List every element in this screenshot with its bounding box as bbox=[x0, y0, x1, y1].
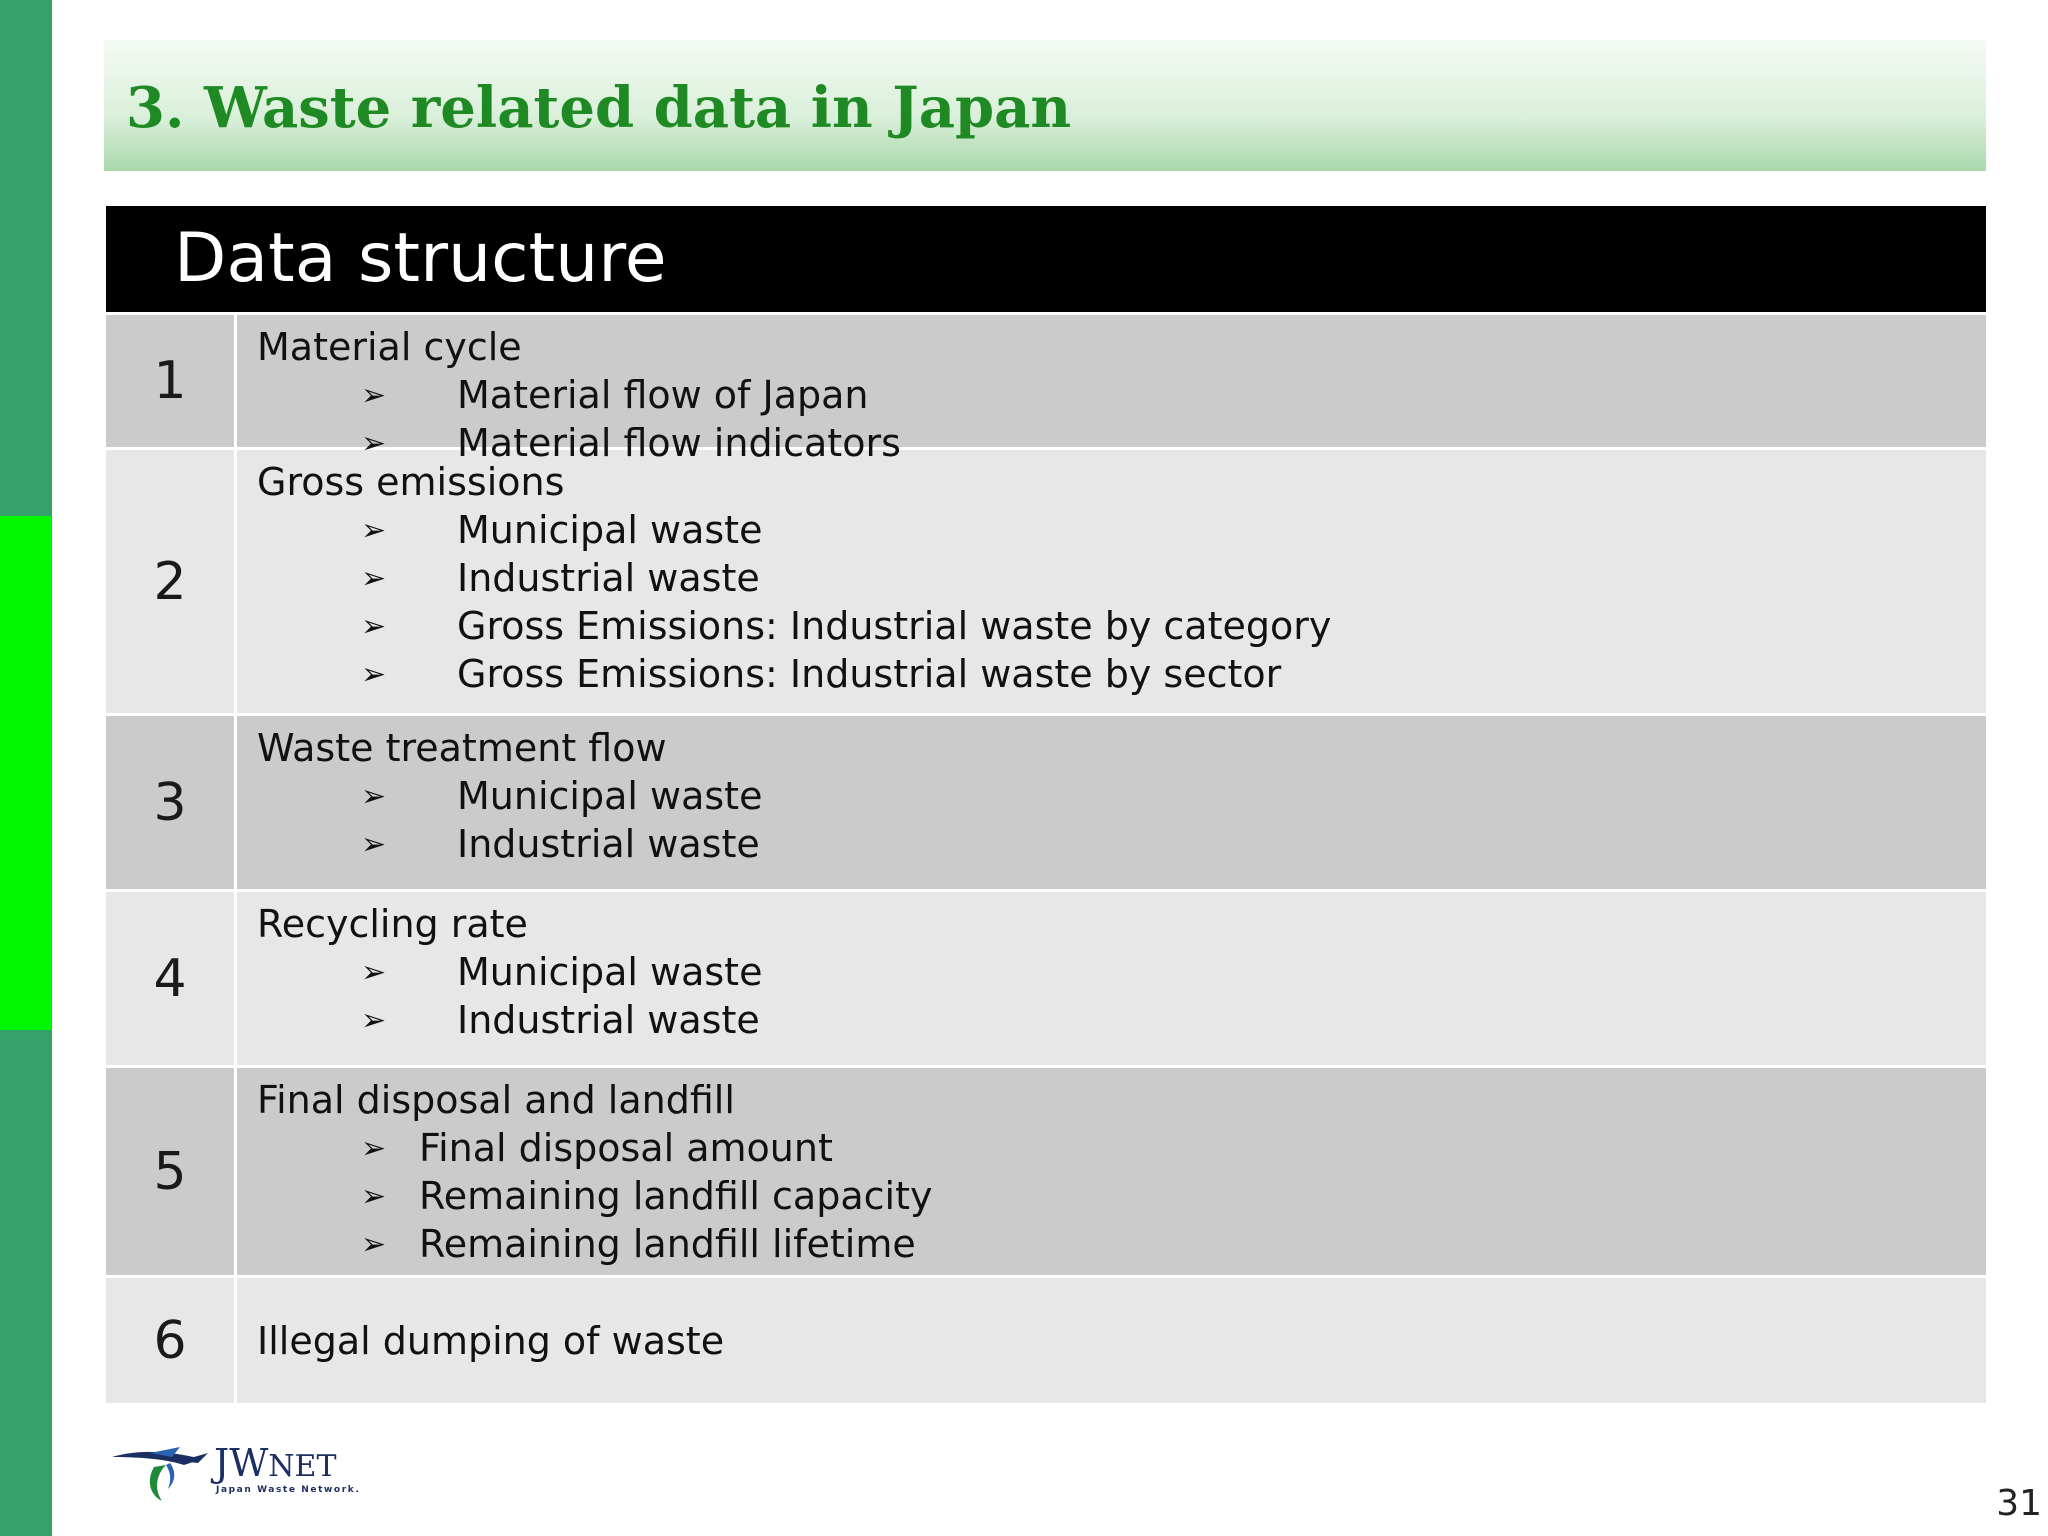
table-row bbox=[106, 312, 1986, 465]
list-item: ➢ Municipal waste bbox=[361, 508, 763, 552]
list-item: ➢ Industrial waste bbox=[361, 822, 760, 866]
row-heading: Gross emissions bbox=[257, 460, 565, 504]
list-item: ➢ Material flow indicators bbox=[361, 421, 901, 465]
table-row bbox=[106, 447, 1986, 713]
list-item: ➢ Gross Emissions: Industrial waste by category bbox=[361, 604, 1332, 648]
page-number: 31 bbox=[1996, 1483, 2042, 1524]
title-banner bbox=[104, 40, 1986, 171]
arrow-bullet-icon: ➢ bbox=[361, 377, 387, 413]
table-row bbox=[106, 889, 1986, 1065]
list-item: ➢ Municipal waste bbox=[361, 774, 763, 818]
arrow-bullet-icon: ➢ bbox=[361, 826, 387, 862]
jwnet-bird-logo-icon bbox=[110, 1445, 214, 1503]
logo-tagline: Japan Waste Network. bbox=[216, 1485, 361, 1495]
row-number: 1 bbox=[106, 315, 237, 447]
row-number: 4 bbox=[106, 892, 237, 1065]
arrow-bullet-icon: ➢ bbox=[361, 1178, 387, 1214]
arrow-bullet-icon: ➢ bbox=[361, 954, 387, 990]
row-content bbox=[237, 1068, 1986, 1275]
row-number: 2 bbox=[106, 450, 237, 713]
side-accent-highlight bbox=[0, 516, 52, 1030]
row-content bbox=[237, 450, 1986, 713]
table-row bbox=[106, 1065, 1986, 1275]
row-content bbox=[237, 315, 1986, 465]
arrow-bullet-icon: ➢ bbox=[361, 1226, 387, 1262]
row-content bbox=[237, 892, 1986, 1065]
row-heading: Illegal dumping of waste bbox=[257, 1318, 725, 1363]
row-content bbox=[237, 1278, 1986, 1403]
arrow-bullet-icon: ➢ bbox=[361, 560, 387, 596]
arrow-bullet-icon: ➢ bbox=[361, 1130, 387, 1166]
list-item: ➢ Remaining landfill capacity bbox=[361, 1174, 933, 1218]
list-item: ➢ Remaining landfill lifetime bbox=[361, 1222, 916, 1266]
slide-title: 3. Waste related data in Japan bbox=[126, 75, 1072, 141]
logo-wordmark: JWNET bbox=[214, 1441, 337, 1485]
arrow-bullet-icon: ➢ bbox=[361, 1002, 387, 1038]
arrow-bullet-icon: ➢ bbox=[361, 656, 387, 692]
list-item: ➢ Gross Emissions: Industrial waste by sector bbox=[361, 652, 1282, 696]
list-item: ➢ Material flow of Japan bbox=[361, 373, 869, 417]
arrow-bullet-icon: ➢ bbox=[361, 425, 387, 461]
list-item: ➢ Industrial waste bbox=[361, 556, 760, 600]
data-structure-table bbox=[106, 206, 1986, 1403]
table-header: Data structure bbox=[106, 206, 1986, 312]
jwnet-logo bbox=[110, 1443, 380, 1503]
table-row bbox=[106, 1275, 1986, 1403]
row-heading: Waste treatment flow bbox=[257, 726, 667, 770]
row-content bbox=[237, 716, 1986, 889]
list-item: ➢ Final disposal amount bbox=[361, 1126, 833, 1170]
arrow-bullet-icon: ➢ bbox=[361, 778, 387, 814]
arrow-bullet-icon: ➢ bbox=[361, 608, 387, 644]
list-item: ➢ Industrial waste bbox=[361, 998, 760, 1042]
table-row bbox=[106, 713, 1986, 889]
row-heading: Final disposal and landfill bbox=[257, 1078, 735, 1122]
row-heading: Recycling rate bbox=[257, 902, 528, 946]
arrow-bullet-icon: ➢ bbox=[361, 512, 387, 548]
row-heading: Material cycle bbox=[257, 325, 522, 369]
row-number: 3 bbox=[106, 716, 237, 889]
row-number: 5 bbox=[106, 1068, 237, 1275]
row-number: 6 bbox=[106, 1278, 237, 1403]
list-item: ➢ Municipal waste bbox=[361, 950, 763, 994]
